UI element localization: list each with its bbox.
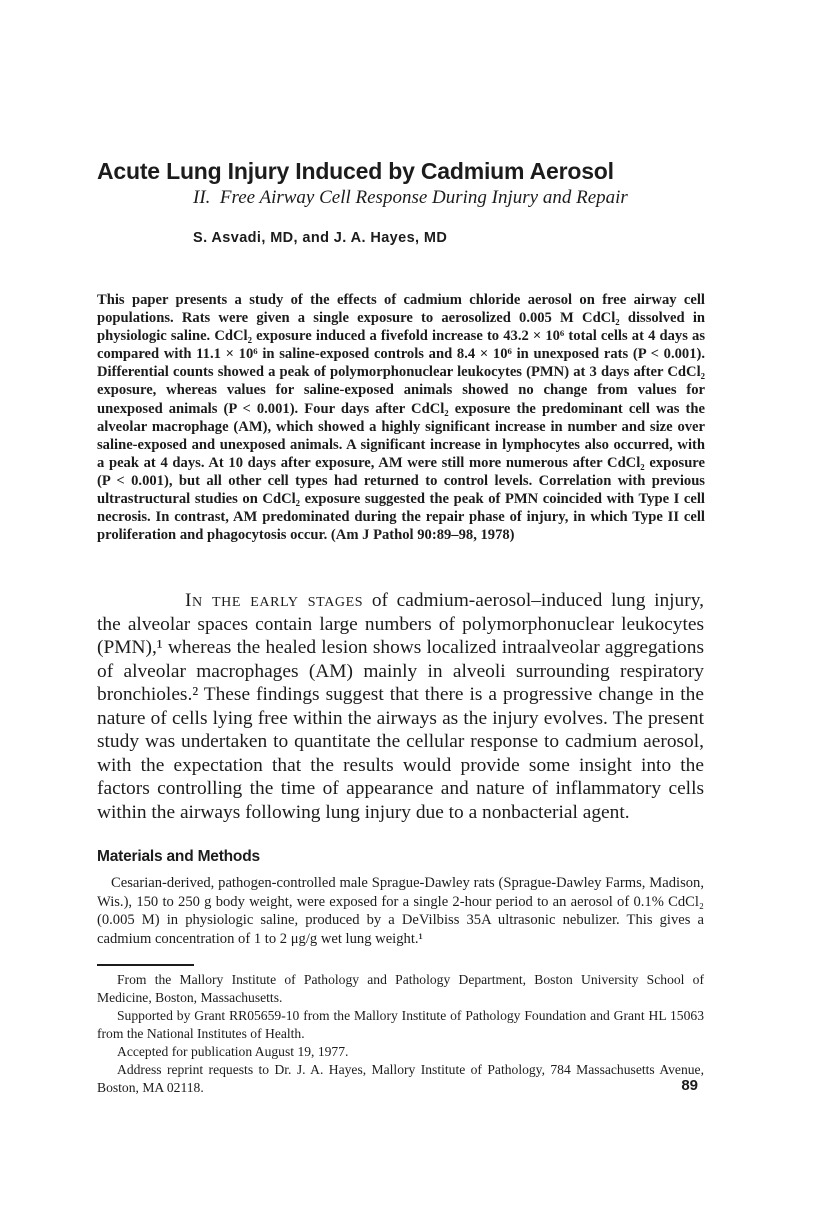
article-title: Acute Lung Injury Induced by Cadmium Aerosol xyxy=(97,158,614,185)
page-number: 89 xyxy=(681,1077,698,1094)
footnote-divider xyxy=(97,964,194,966)
introduction-body-text: of cadmium-aerosol–induced lung injury, the alveolar spaces contain large numbers of polymorphonuclear leukocytes (PMN),¹ whereas the healed lesion shows localized intraalveolar aggregations of alveolar macrophages (AM) mainly in alveoli surrounding respiratory bronchioles.² These findings suggest that there is a progressive change in the nature of cells lying free within the airways as the injury evolves. The present study was undertaken to quantitate the cellular response to cadmium aerosol, with the expectation that the results would provide some insight into the factors controlling the time of appearance and nature of inflammatory cells within the airways following lung injury due to a nonbacterial agent. xyxy=(97,590,704,823)
article-subtitle: II. Free Airway Cell Response During Injury and Repair xyxy=(193,187,628,208)
section-heading-materials-and-methods: Materials and Methods xyxy=(97,848,260,865)
footnote-accepted-date: Accepted for publication August 19, 1977. xyxy=(117,1044,349,1059)
footnote-funding: Supported by Grant RR05659-10 from the Mallory Institute of Pathology Foundation and Grant HL 15063 from the National Institutes of Health. xyxy=(97,1008,704,1041)
introduction-paragraph xyxy=(97,589,704,824)
article-authors: S. Asvadi, MD, and J. A. Hayes, MD xyxy=(193,230,448,246)
footnote-reprint-address: Address reprint requests to Dr. J. A. Hayes, Mallory Institute of Pathology, 784 Massachusetts Avenue, Boston, MA 02118. xyxy=(97,1062,704,1095)
footnote-affiliation: From the Mallory Institute of Pathology and Pathology Department, Boston University School of Medicine, Boston, Massachusetts. xyxy=(97,972,704,1005)
introduction-opening-smallcaps: In the early stages xyxy=(185,590,364,611)
methods-paragraph: Cesarian-derived, pathogen-controlled male Sprague-Dawley rats (Sprague-Dawley Farms, Madison, Wis.), 150 to 250 g body weight, were exposed for a single 2-hour period to an aerosol of 0.1% CdCl₂ (0.005 M) in physiologic saline, produced by a DeVilbiss 35A ultrasonic nebulizer. This gives a cadmium concentration of 1 to 2 μg/g wet lung weight.¹ xyxy=(97,875,704,947)
abstract-paragraph: This paper presents a study of the effects of cadmium chloride aerosol on free airway cell populations. Rats were given a single exposure to aerosolized 0.005 M CdCl₂ dissolved in physiologic saline. CdCl₂ exposure induced a fivefold increase to 43.2 × 10⁶ total cells at 4 days as compared with 11.1 × 10⁶ in saline-exposed controls and 8.4 × 10⁶ in unexposed rats (P < 0.001). Differential counts showed a peak of polymorphonuclear leukocytes (PMN) at 3 days after CdCl₂ exposure, whereas values for saline-exposed animals showed no change from values for unexposed animals (P < 0.001). Four days after CdCl₂ exposure the predominant cell was the alveolar macrophage (AM), which showed a highly significant increase in number and size over saline-exposed and unexposed animals. A significant increase in lymphocytes also occurred, with a peak at 4 days. At 10 days after exposure, AM were still more numerous after CdCl₂ exposure (P < 0.001), but all other cell types had returned to control levels. Correlation with previous ultrastructural studies on CdCl₂ exposure suggested the peak of PMN coincided with Type I cell necrosis. In contrast, AM predominated during the repair phase of injury, in which Type II cell proliferation and phagocytosis occur. (Am J Pathol 90:89–98, 1978) xyxy=(97,292,705,544)
